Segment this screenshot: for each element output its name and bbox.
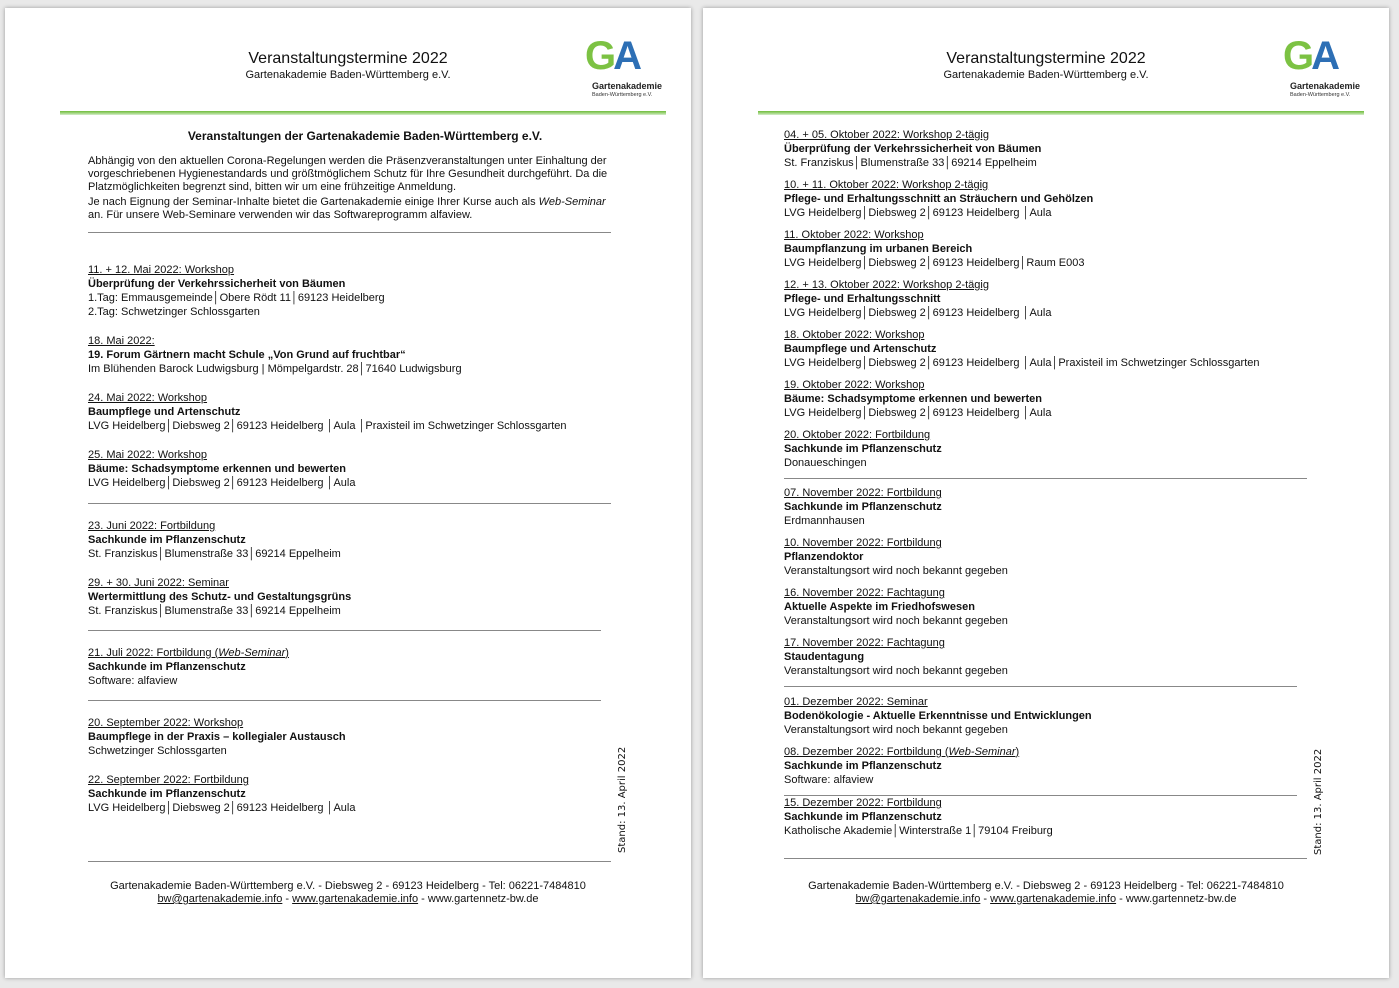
footer-links: bw@gartenakademie.info - www.gartenakademie.info - www.gartennetz-bw.de: [157, 893, 539, 905]
intro-title: Veranstaltungen der Gartenakademie Baden-Württemberg e.V.: [187, 129, 543, 143]
event-item: 08. Dezember 2022: Fortbildung (Web-Seminar) Sachkunde im Pflanzenschutz Software: alfaview: [784, 746, 1020, 786]
email-link[interactable]: bw@gartenakademie.info: [157, 893, 283, 905]
event-item: 11. Oktober 2022: Workshop Baumpflanzung im urbanen Bereich LVG Heidelberg│Diebsweg 2│69123 Heidelberg│Raum E003: [784, 229, 1085, 269]
event-item: 25. Mai 2022: Workshop Bäume: Schadsymptome erkennen und bewerten LVG Heidelberg│Diebsweg 2│69123 Heidelberg │Aula: [88, 449, 356, 489]
event-item: 15. Dezember 2022: Fortbildung Sachkunde im Pflanzenschutz Katholische Akademie│Winterstraße 1│79104 Freiburg: [784, 797, 1053, 837]
event-item: 11. + 12. Mai 2022: Workshop Überprüfung der Verkehrssicherheit von Bäumen 1.Tag: Emmausgemeinde│Obere Rödt 11│69123 Heidelberg 2.Tag: Schwetzinger Schlossgarten: [88, 264, 385, 318]
divider: [784, 478, 1307, 479]
divider: [784, 686, 1297, 687]
event-item: 07. November 2022: Fortbildung Sachkunde im Pflanzenschutz Erdmannhausen: [784, 487, 942, 527]
intro-paragraph-2: Je nach Eignung der Seminar-Inhalte bietet die Gartenakademie einige Ihrer Kurse auch als Web-Seminar an. Für unsere Web-Seminare verwenden wir das Softwareprogramm alfaview.: [88, 196, 606, 221]
event-item: 21. Juli 2022: Fortbildung (Web-Seminar) Sachkunde im Pflanzenschutz Software: alfaview: [88, 647, 289, 687]
footer-address: Gartenakademie Baden-Württemberg e.V. - Diebsweg 2 - 69123 Heidelberg - Tel: 06221-7484810: [808, 880, 1284, 892]
website-link[interactable]: www.gartenakademie.info: [990, 893, 1117, 905]
event-item: 04. + 05. Oktober 2022: Workshop 2-tägig Überprüfung der Verkehrssicherheit von Bäumen St. Franziskus│Blumenstraße 33│69214 Eppelheim: [784, 129, 1042, 169]
event-item: 10. November 2022: Fortbildung Pflanzendoktor Veranstaltungsort wird noch bekannt gegeben: [784, 537, 1008, 577]
event-item: 20. Oktober 2022: Fortbildung Sachkunde im Pflanzenschutz Donaueschingen: [784, 429, 942, 469]
event-item: 16. November 2022: Fachtagung Aktuelle Aspekte im Friedhofswesen Veranstaltungsort wird noch bekannt gegeben: [784, 587, 1008, 627]
divider: [88, 630, 601, 631]
event-item: 24. Mai 2022: Workshop Baumpflege und Artenschutz LVG Heidelberg│Diebsweg 2│69123 Heidelberg │Aula │Praxisteil im Schwetzinger Schlossgarten: [88, 392, 567, 432]
logo-sub: Baden-Württemberg e.V.: [1290, 92, 1351, 98]
logo-name: Gartenakademie: [592, 81, 663, 91]
divider: [88, 700, 601, 701]
footer-address: Gartenakademie Baden-Württemberg e.V. - Diebsweg 2 - 69123 Heidelberg - Tel: 06221-7484810: [110, 880, 586, 892]
event-item: 18. Mai 2022: 19. Forum Gärtnern macht Schule „Von Grund auf fruchtbar“ Im Blühenden Barock Ludwigsburg | Mömpelgardstr. 28│71640 Ludwigsburg: [88, 335, 462, 375]
event-item: 12. + 13. Oktober 2022: Workshop 2-tägig Pflege- und Erhaltungsschnitt LVG Heidelberg│Diebsweg 2│69123 Heidelberg │Aula: [784, 279, 1052, 319]
event-item: 23. Juni 2022: Fortbildung Sachkunde im Pflanzenschutz St. Franziskus│Blumenstraße 33│69214 Eppelheim: [88, 520, 341, 560]
event-item: 20. September 2022: Workshop Baumpflege in der Praxis – kollegialer Austausch Schwetzinger Schlossgarten: [88, 717, 346, 757]
website-link-2[interactable]: www.gartennetz-bw.de: [1125, 893, 1237, 905]
page-subtitle: Gartenakademie Baden-Württemberg e.V.: [245, 69, 451, 81]
intro-paragraph-1: Abhängig von den aktuellen Corona-Regelungen werden die Präsenzveranstaltungen unter Einhaltung der vorgeschriebenen Hygienestandards und größtmöglichem Schutz für Ihre Gesundheit durchgeführt. Da die Platzmöglichkeiten begrenzt sind, bitten wir um eine frühzeitige Anmeldung.: [88, 155, 608, 193]
event-item: 19. Oktober 2022: Workshop Bäume: Schadsymptome erkennen und bewerten LVG Heidelberg│Diebsweg 2│69123 Heidelberg │Aula: [784, 379, 1052, 419]
event-item: 10. + 11. Oktober 2022: Workshop 2-tägig Pflege- und Erhaltungsschnitt an Sträuchern und Gehölzen LVG Heidelberg│Diebsweg 2│69123 Heidelberg │Aula: [784, 179, 1094, 219]
stand-date: Stand: 13. April 2022: [617, 746, 628, 853]
event-item: 17. November 2022: Fachtagung Staudentagung Veranstaltungsort wird noch bekannt gegeben: [784, 637, 1008, 677]
header-divider: [60, 111, 666, 115]
page-title: Veranstaltungstermine 2022: [248, 50, 448, 67]
logo-letters: GA: [1283, 34, 1338, 78]
page-title: Veranstaltungstermine 2022: [946, 50, 1146, 67]
gartenakademie-logo: [1283, 34, 1363, 102]
event-item: 22. September 2022: Fortbildung Sachkunde im Pflanzenschutz LVG Heidelberg│Diebsweg 2│69123 Heidelberg │Aula: [88, 774, 356, 814]
divider: [88, 232, 611, 233]
gartenakademie-logo: [585, 34, 665, 102]
document-page-right: [703, 8, 1389, 978]
event-item: 01. Dezember 2022: Seminar Bodenökologie - Aktuelle Erkenntnisse und Entwicklungen Veranstaltungsort wird noch bekannt gegeben: [784, 696, 1092, 736]
footer: [703, 880, 1389, 906]
divider: [88, 861, 611, 862]
logo-sub: Baden-Württemberg e.V.: [592, 92, 653, 98]
footer: [5, 880, 691, 906]
event-item: 29. + 30. Juni 2022: Seminar Wertermittlung des Schutz- und Gestaltungsgrüns St. Franziskus│Blumenstraße 33│69214 Eppelheim: [88, 577, 352, 617]
email-link[interactable]: bw@gartenakademie.info: [855, 893, 981, 905]
logo-name: Gartenakademie: [1290, 81, 1361, 91]
page-subtitle: Gartenakademie Baden-Württemberg e.V.: [943, 69, 1149, 81]
header-divider: [758, 111, 1364, 115]
document-page-left: [5, 8, 691, 978]
divider: [784, 858, 1307, 859]
stand-date: Stand: 13. April 2022: [1313, 748, 1324, 855]
website-link-2[interactable]: www.gartennetz-bw.de: [427, 893, 539, 905]
event-item: 18. Oktober 2022: Workshop Baumpflege und Artenschutz LVG Heidelberg│Diebsweg 2│69123 Heidelberg │Aula│Praxisteil im Schwetzinger Schlossgarten: [784, 329, 1260, 369]
logo-letters: GA: [585, 34, 640, 78]
divider: [88, 503, 611, 504]
website-link[interactable]: www.gartenakademie.info: [292, 893, 419, 905]
footer-links: bw@gartenakademie.info - www.gartenakademie.info - www.gartennetz-bw.de: [855, 893, 1237, 905]
